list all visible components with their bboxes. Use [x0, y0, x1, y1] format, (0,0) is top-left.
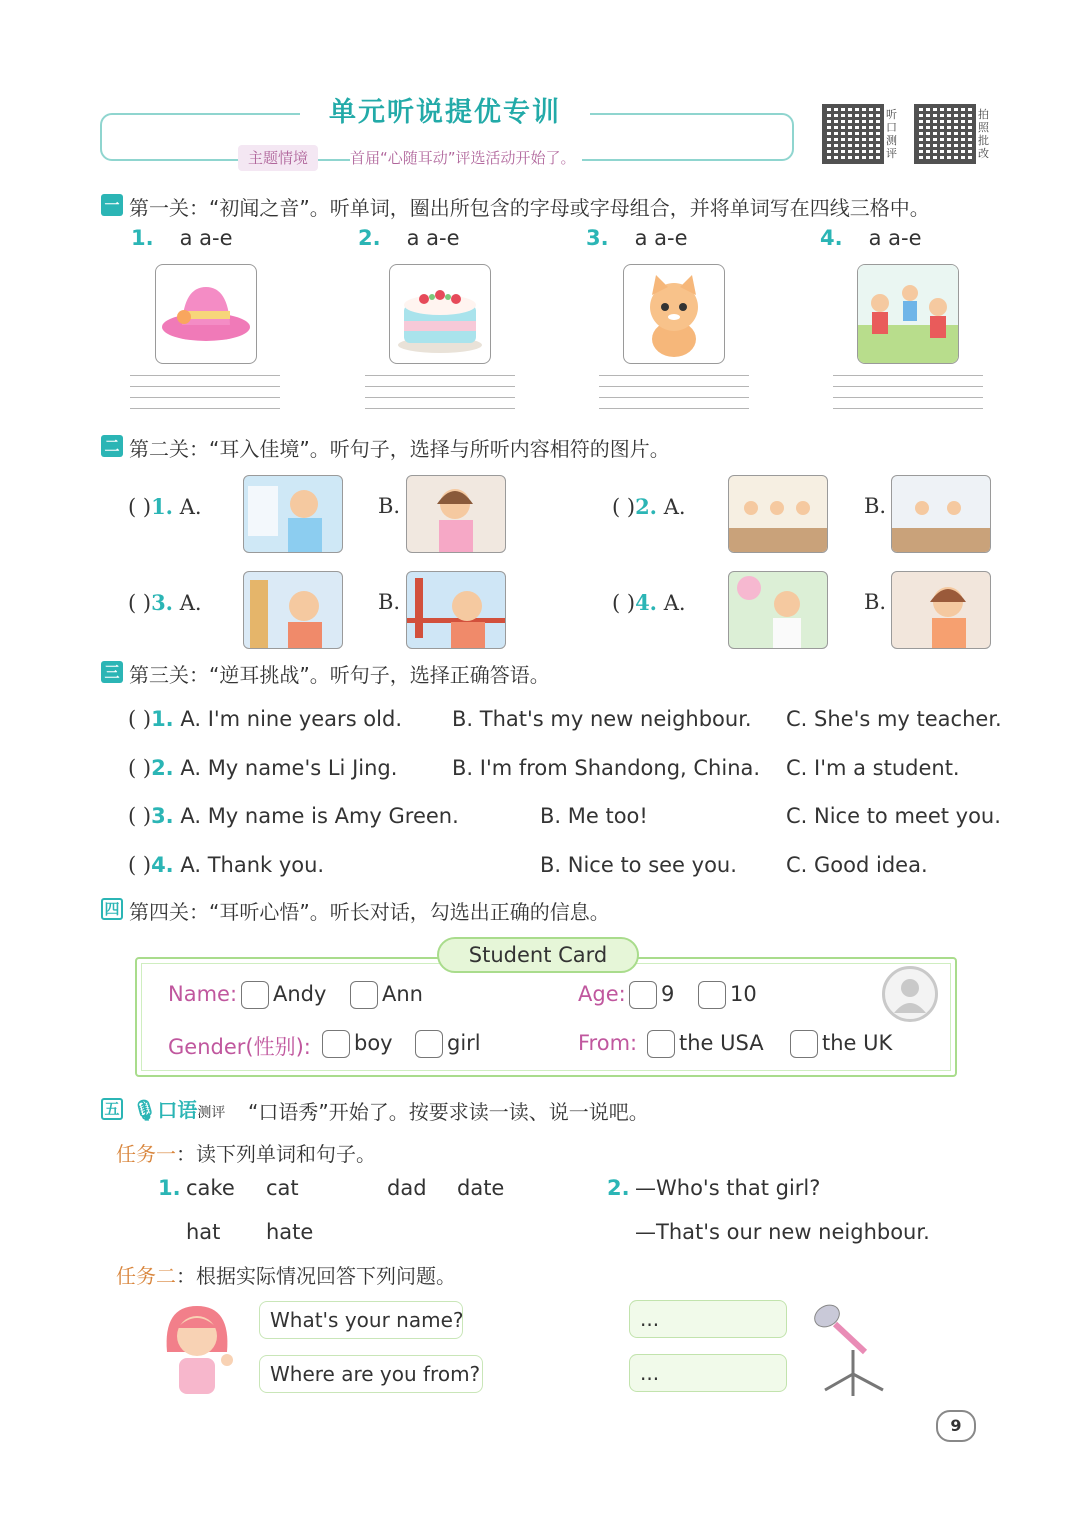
scene-picture	[728, 571, 828, 649]
checkbox[interactable]	[415, 1030, 443, 1058]
cat-picture	[623, 264, 725, 364]
answer-blank[interactable]: ( )3. A. My name is Amy Green.	[128, 804, 459, 828]
writing-lines[interactable]	[599, 375, 749, 421]
name-option-ann[interactable]: Ann	[350, 981, 423, 1009]
answer-blank[interactable]: ( )1. A. I'm nine years old.	[128, 707, 402, 731]
qr2-label: 拍照批改	[978, 108, 989, 160]
option-b: B. Me too!	[540, 804, 648, 828]
item-label: 3. a a-e	[586, 226, 688, 250]
section4-instruction: 第四关：“耳听心悟”。听长对话，勾选出正确的信息。	[129, 900, 610, 924]
question-bubble: Where are you from?	[259, 1355, 483, 1393]
age-label: Age:	[578, 982, 626, 1006]
oral-tag: 🎙口语测评	[132, 1098, 226, 1122]
scene-picture	[243, 475, 343, 553]
name-label: Name:	[168, 982, 238, 1006]
section-badge: 四	[101, 898, 123, 920]
checkbox[interactable]	[629, 981, 657, 1009]
gender-option-girl[interactable]: girl	[415, 1030, 481, 1058]
option-c: C. She's my teacher.	[786, 707, 1002, 731]
qr1-label: 听口测评	[886, 108, 897, 160]
gender-option-boy[interactable]: boy	[322, 1030, 393, 1058]
item-label: 1. a a-e	[131, 226, 233, 250]
word: cake	[186, 1176, 235, 1200]
section5-instruction: “口语秀”开始了。按要求读一读、说一说吧。	[248, 1100, 649, 1124]
answer-bubble[interactable]: ...	[629, 1300, 787, 1338]
avatar	[882, 966, 938, 1022]
checkbox[interactable]	[241, 981, 269, 1009]
from-label: From:	[578, 1031, 638, 1055]
gender-label: Gender(性别):	[168, 1035, 311, 1059]
scene-picture	[891, 475, 991, 553]
answer-blank[interactable]: ( )1. A.	[128, 494, 202, 519]
word: hate	[266, 1220, 314, 1244]
scene-picture	[406, 475, 506, 553]
option-b: B. That's my new neighbour.	[452, 707, 752, 731]
option-b: B. I'm from Shandong, China.	[452, 756, 761, 780]
word: cat	[266, 1176, 299, 1200]
answer-blank[interactable]: ( )4. A. Thank you.	[128, 853, 325, 877]
item-label: 4. a a-e	[820, 226, 922, 250]
option-b: B. Nice to see you.	[540, 853, 737, 877]
checkbox[interactable]	[350, 981, 378, 1009]
scene-picture	[891, 571, 991, 649]
theme-text: 首届“心随耳动”评选活动开始了。	[350, 145, 582, 171]
option-b: B.	[378, 494, 401, 518]
section-badge: 五	[101, 1098, 123, 1120]
option-c: C. I'm a student.	[786, 756, 960, 780]
section-badge: 二	[101, 435, 123, 457]
section1-instruction: 第一关：“初闻之音”。听单词，圈出所包含的字母或字母组合，并将单词写在四线三格中。	[129, 196, 930, 220]
word: hat	[186, 1220, 221, 1244]
checkbox[interactable]	[698, 981, 726, 1009]
section2-instruction: 第二关：“耳入佳境”。听句子，选择与所听内容相符的图片。	[129, 437, 670, 461]
answer-bubble[interactable]: ...	[629, 1354, 787, 1392]
writing-lines[interactable]	[365, 375, 515, 421]
task1-heading: 任务一：读下列单词和句子。	[116, 1142, 376, 1166]
scene-picture	[243, 571, 343, 649]
age-option-9[interactable]: 9	[629, 981, 674, 1009]
theme-tag: 主题情境	[238, 145, 318, 171]
section3-instruction: 第三关：“逆耳挑战”。听句子，选择正确答语。	[129, 663, 550, 687]
microphone-icon: 🎙	[132, 1098, 158, 1122]
option-c: C. Nice to meet you.	[786, 804, 1001, 828]
option-b: B.	[378, 590, 401, 614]
task2-heading: 任务二：根据实际情况回答下列问题。	[116, 1264, 456, 1288]
checkbox[interactable]	[647, 1030, 675, 1058]
scene-picture	[406, 571, 506, 649]
name-option-andy[interactable]: Andy	[241, 981, 326, 1009]
qr-code-icon[interactable]	[914, 104, 976, 164]
task1-num1: 1.	[158, 1176, 181, 1200]
checkbox[interactable]	[790, 1030, 818, 1058]
cake-picture	[389, 264, 491, 364]
question-bubble: What's your name?	[259, 1301, 463, 1339]
answer-blank[interactable]: ( )3. A.	[128, 590, 202, 615]
word: date	[457, 1176, 505, 1200]
age-option-10[interactable]: 10	[698, 981, 757, 1009]
checkbox[interactable]	[322, 1030, 350, 1058]
section-badge: 一	[101, 194, 123, 216]
hat-picture	[155, 264, 257, 364]
scene-picture	[728, 475, 828, 553]
microphone-stand-icon	[805, 1300, 900, 1400]
kids-game-picture	[857, 264, 959, 364]
dialog-line: —That's our new neighbour.	[635, 1220, 930, 1244]
answer-blank[interactable]: ( )2. A.	[612, 494, 686, 519]
option-b: B.	[864, 590, 887, 614]
from-option-usa[interactable]: the USA	[647, 1030, 764, 1058]
girl-illustration	[155, 1300, 241, 1400]
page-number: 9	[936, 1410, 976, 1442]
answer-blank[interactable]: ( )2. A. My name's Li Jing.	[128, 756, 398, 780]
section-badge: 三	[101, 661, 123, 683]
card-title: Student Card	[437, 937, 639, 973]
task1-num2: 2.	[607, 1176, 630, 1200]
option-b: B.	[864, 494, 887, 518]
dialog-line: —Who's that girl?	[635, 1176, 821, 1200]
word: dad	[387, 1176, 427, 1200]
option-c: C. Good idea.	[786, 853, 928, 877]
answer-blank[interactable]: ( )4. A.	[612, 590, 686, 615]
writing-lines[interactable]	[833, 375, 983, 421]
page-title: 单元听说提优专训	[300, 92, 590, 134]
qr-code-icon[interactable]	[822, 104, 884, 164]
from-option-uk[interactable]: the UK	[790, 1030, 892, 1058]
item-label: 2. a a-e	[358, 226, 460, 250]
writing-lines[interactable]	[130, 375, 280, 421]
